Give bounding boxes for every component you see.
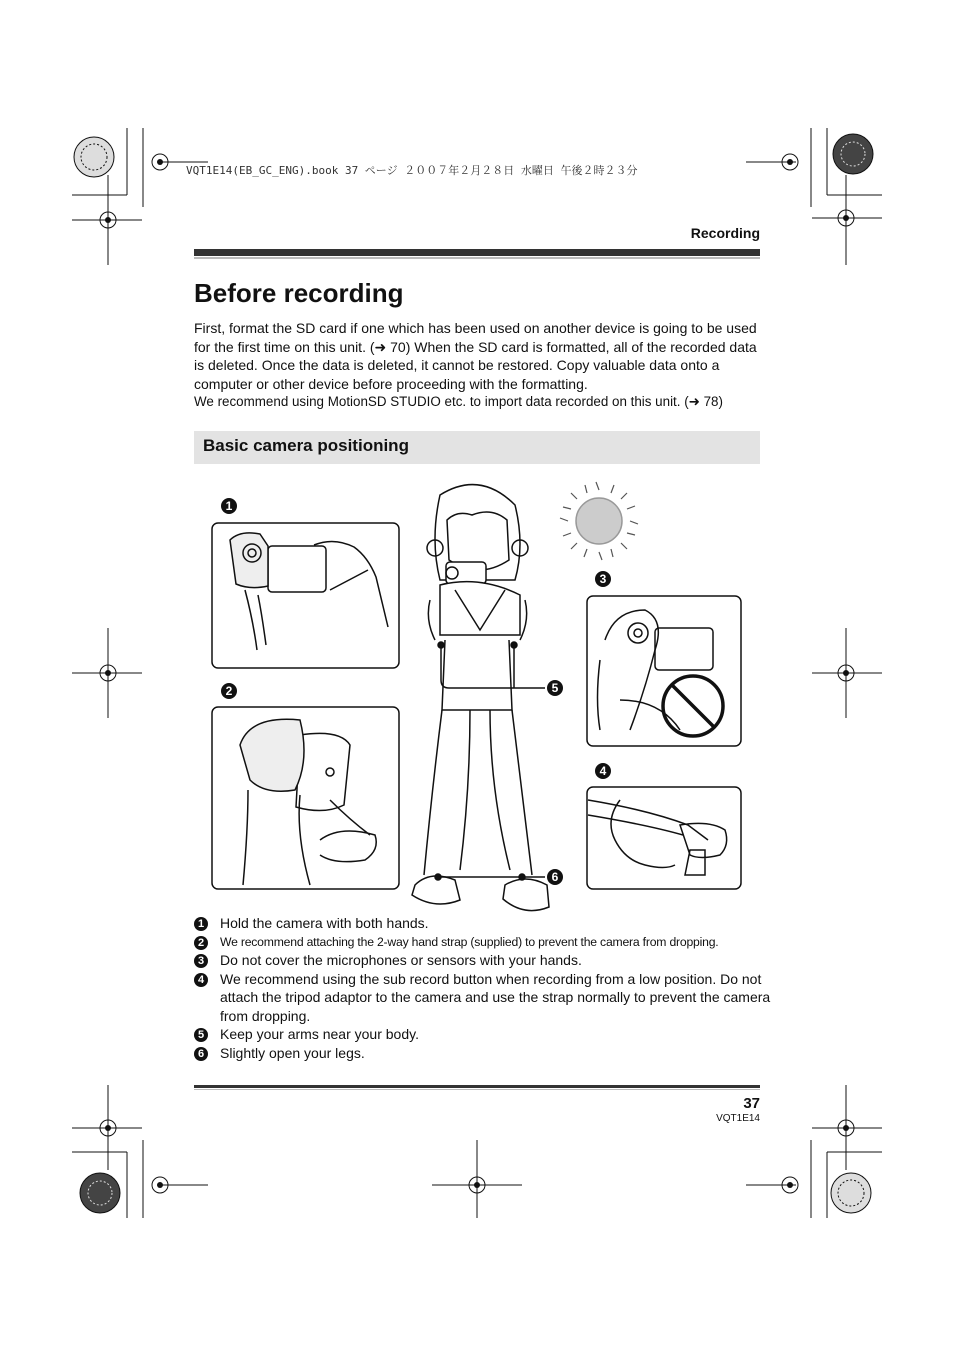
figure-marker-6: 6	[547, 869, 563, 885]
panel-low-position	[587, 787, 741, 889]
intro-paragraph: First, format the SD card if one which has been used on another device is going to be used for the first time on this unit. (➜ 70) When the SD card is formatted, all of the recorded data is deleted. Once the data is deleted, it cannot be restored. Copy valuable data onto a computer or other device before proceeding with the formatting.	[194, 320, 757, 392]
note-text: Slightly open your legs.	[220, 1044, 365, 1061]
note-marker: 6	[194, 1047, 208, 1061]
page-number: 37	[743, 1095, 760, 1112]
section-label: Recording	[690, 225, 760, 241]
header-rule	[194, 249, 760, 256]
figure-illustration	[212, 482, 741, 911]
list-item	[194, 970, 774, 1026]
sun-icon	[576, 498, 622, 544]
note-marker: 5	[194, 1028, 208, 1042]
print-header: VQT1E14(EB_GC_ENG).book 37 ページ ２００７年２月２８日 水曜日 午後２時２３分	[186, 164, 638, 177]
notes-list	[194, 914, 774, 1062]
list-item	[194, 1044, 774, 1063]
note-marker: 4	[194, 973, 208, 987]
person-figure	[412, 485, 549, 911]
note-text: Hold the camera with both hands.	[220, 915, 429, 931]
note-marker: 2	[194, 936, 208, 950]
list-item	[194, 1025, 774, 1044]
note-text: Keep your arms near your body.	[220, 1026, 419, 1042]
intro-text	[194, 319, 764, 412]
footer-rule	[194, 1085, 760, 1088]
figure-marker-1: 1	[221, 498, 237, 514]
list-item	[194, 951, 774, 970]
note-text: We recommend using the sub record button when recording from a low position. Do not attach the tripod adaptor to the camera and use the strap normally to prevent the camera from dropping.	[220, 970, 771, 1024]
footer-rule-shadow	[194, 1089, 760, 1090]
note-text: We recommend attaching the 2-way hand strap (supplied) to prevent the camera from dropping.	[220, 934, 719, 949]
intro-recommendation: We recommend using MotionSD STUDIO etc. to import data recorded on this unit. (➜ 78)	[194, 394, 723, 409]
note-marker: 1	[194, 917, 208, 931]
model-code: VQT1E14	[716, 1113, 760, 1124]
figure-marker-2: 2	[221, 683, 237, 699]
figure-marker-3: 3	[595, 571, 611, 587]
page-title: Before recording	[194, 278, 404, 308]
list-item	[194, 914, 774, 933]
figure-marker-5: 5	[547, 680, 563, 696]
note-text: Do not cover the microphones or sensors with your hands.	[220, 952, 582, 968]
header-rule-shadow	[194, 257, 760, 259]
figure-marker-4: 4	[595, 763, 611, 779]
subheading: Basic camera positioning	[203, 436, 409, 455]
list-item	[194, 933, 774, 952]
note-marker: 3	[194, 954, 208, 968]
